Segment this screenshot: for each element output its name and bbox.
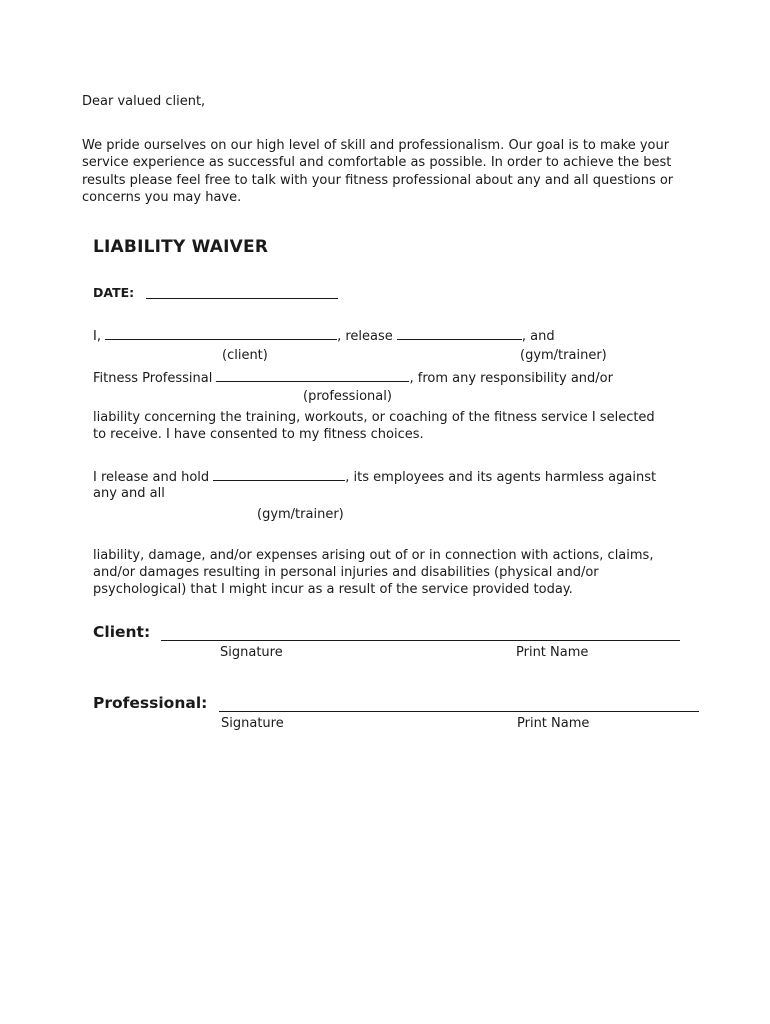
intro-line-4: concerns you may have.: [82, 190, 242, 205]
line2-suffix: , from any responsibility and/or: [409, 371, 613, 386]
professional-label: Professional:: [93, 694, 208, 712]
hint-professional: (professional): [303, 389, 392, 404]
client-name-blank[interactable]: [105, 326, 337, 340]
para1-line-1: liability concerning the training, workouts, or coaching of the fitness service I selected: [93, 410, 655, 425]
waiver-line-3: [93, 467, 656, 486]
date-blank[interactable]: [146, 298, 338, 299]
para1-line-2: to receive. I have consented to my fitness choices.: [93, 427, 424, 442]
professional-name-blank[interactable]: [216, 368, 409, 382]
gym-trainer-blank[interactable]: [397, 326, 522, 340]
hint-gym-trainer-2: (gym/trainer): [257, 507, 344, 522]
line3-continuation: any and all: [93, 486, 165, 501]
waiver-line-1: [93, 326, 555, 345]
intro-line-2: service experience as successful and comfortable as possible. In order to achieve the best: [82, 155, 672, 170]
hint-gym-trainer: (gym/trainer): [520, 348, 607, 363]
line2-prefix: Fitness Professinal: [93, 371, 213, 386]
professional-print-name-caption: Print Name: [517, 716, 590, 731]
client-signature-caption: Signature: [220, 645, 283, 660]
client-print-name-caption: Print Name: [516, 645, 589, 660]
date-label: DATE:: [93, 285, 135, 300]
client-signature-line[interactable]: [161, 640, 680, 641]
line3-prefix: I release and hold: [93, 470, 210, 485]
professional-signature-caption: Signature: [221, 716, 284, 731]
para2-line-1: liability, damage, and/or expenses arising out of or in connection with actions, claims,: [93, 548, 654, 563]
line3-suffix: , its employees and its agents harmless against: [345, 470, 657, 485]
intro-line-3: results please feel free to talk with your fitness professional about any and all questions or: [82, 173, 674, 188]
intro-line-1: We pride ourselves on our high level of skill and professionalism. Our goal is to make your: [82, 138, 670, 153]
gym-trainer-blank-2[interactable]: [213, 467, 345, 481]
waiver-title: LIABILITY WAIVER: [93, 237, 269, 257]
line1-middle: , release: [337, 329, 393, 344]
waiver-line-2: [93, 368, 613, 387]
client-label: Client:: [93, 623, 151, 641]
line1-prefix: I,: [93, 329, 101, 344]
salutation: Dear valued client,: [82, 94, 206, 109]
line1-suffix: , and: [521, 329, 555, 344]
professional-signature-line[interactable]: [219, 711, 699, 712]
para2-line-2: and/or damages resulting in personal injuries and disabilities (physical and/or: [93, 565, 599, 580]
hint-client: (client): [222, 348, 268, 363]
para2-line-3: psychological) that I might incur as a result of the service provided today.: [93, 582, 573, 597]
